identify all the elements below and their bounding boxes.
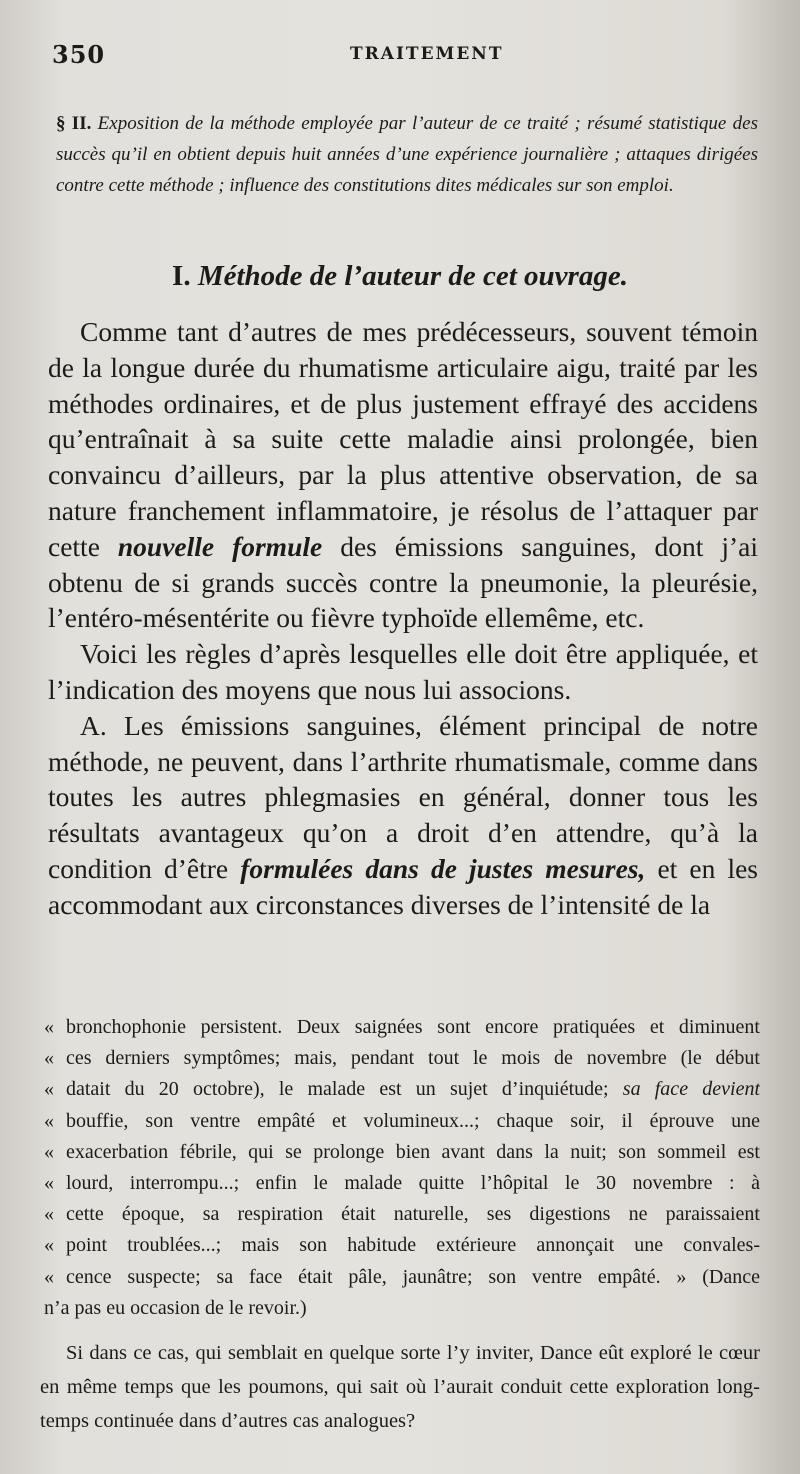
quote-line-text: lourd, interrompu...; enfin le malade quitte l’hôpital le 30 novembre : à [66, 1172, 760, 1195]
quote-line [44, 1262, 760, 1293]
quote-line-text: bouffie, son ventre empâté et volumineux...; chaque soir, il éprouve une [66, 1109, 760, 1132]
quote-mark: « [44, 1109, 54, 1132]
quote-line-text: cence suspecte; sa face était pâle, jaunâtre; son ventre empâté. » (Dance [66, 1265, 760, 1288]
closing-text: Si dans ce cas, qui semblait en quelque sorte l’y inviter, Dance eût exploré le cœur en même temps que les poumons, qui sait où l’aurait conduit cette exploration long-temps continuée dans d’autres cas analogues? [40, 1342, 760, 1432]
quote-line [44, 1293, 760, 1324]
quote-line [44, 1106, 760, 1137]
quote-mark: « [44, 1172, 54, 1195]
quote-line [44, 1137, 760, 1168]
quote-line [44, 1230, 760, 1261]
paragraph-1-text: Comme tant d’autres de mes prédécesseurs, souvent témoin de la longue durée du rhumatisme articulaire aigu, traité par les méthodes ordinaires, et de plus justement effrayé des accidens qu’entraînait à sa suite cette maladie ainsi prolongée, bien convaincu d’ailleurs, par la plus attentive observation, de sa nature franchement inflammatoire, je résolus de l’attaquer par cette [48, 316, 758, 562]
main-text [48, 314, 758, 923]
quote-line [44, 1168, 760, 1199]
quote-line-text [66, 1074, 760, 1105]
subheading-title: Méthode de l’auteur de cet ouvrage. [197, 260, 628, 292]
quote-mark: « [44, 1234, 54, 1257]
closing-paragraph [40, 1336, 760, 1438]
quote-mark: « [44, 1140, 54, 1163]
quote-line [44, 1074, 760, 1105]
quote-mark: « [44, 1203, 54, 1226]
quote-mark: « [44, 1265, 54, 1288]
quote-line-text: cette époque, sa respiration était naturelle, ses digestions ne paraissaient [66, 1203, 760, 1226]
page-header [52, 40, 760, 80]
quote-mark: « [44, 1016, 54, 1038]
section-label: § II. [56, 113, 92, 134]
quote-line [44, 1012, 760, 1043]
quote-mark: « [44, 1078, 54, 1101]
quote-line-text: exacerbation fébrile, qui se prolonge bien avant dans la nuit; son sommeil est [66, 1140, 760, 1163]
paragraph-3 [48, 708, 758, 923]
quote-line-3-emphasis: sa face devient [622, 1078, 760, 1101]
quote-mark: « [44, 1047, 54, 1070]
quote-line [44, 1199, 760, 1230]
paragraph-3-end: et en les accommodant aux circonstances diverses de l’intensité de la [48, 852, 759, 920]
quote-line-text: ces derniers symptômes; mais, pendant tout le mois de novembre (le début [66, 1047, 760, 1070]
quote-line-3-text: datait du 20 octobre), le malade est un sujet d’inquiétude; [66, 1078, 609, 1101]
quote-line-text: point troublées...; mais son habitude extérieure annonçait une convales- [66, 1234, 760, 1257]
paragraph-1-emphasis: nouvelle formule [117, 530, 323, 562]
paragraph-1-end: des émissions sanguines, dont j’ai obtenu de si grands succès contre la pneumonie, la pleurésie, l’entéro-mésentérite ou fièvre typhoïde ellemême, etc. [48, 530, 759, 634]
page-number: 350 [52, 40, 106, 69]
subheading [0, 260, 800, 293]
section-summary-text: Exposition de la méthode employée par l’auteur de ce traité ; résumé statistique des succès qu’il en obtient depuis huit années d’une expérience journalière ; attaques dirigées contre cette méthode ; influence des constitutions dites médicales sur son emploi. [56, 113, 759, 196]
quote-line-text: bronchophonie persistent. Deux saignées sont encore pratiquées et diminuent [66, 1016, 760, 1038]
paragraph-1 [48, 314, 758, 636]
quote-line-text: n’a pas eu occasion de le revoir.) [44, 1296, 307, 1319]
paragraph-2: Voici les règles d’après lesquelles elle doit être appliquée, et l’indication des moyens que nous lui associons. [48, 638, 758, 705]
running-title: TRAITEMENT [350, 44, 504, 64]
paragraph-3-text: A. Les émissions sanguines, élément principal de notre méthode, ne peuvent, dans l’arthrite rhumatismale, comme dans toutes les autres phlegmasies en général, donner tous les résultats avantageux qu’on a droit d’en attendre, qu’à la condition d’être [48, 709, 758, 884]
section-summary [56, 108, 758, 201]
subheading-number: I. [172, 260, 191, 292]
paragraph-3-emphasis: formulées dans de justes mesures, [240, 852, 646, 884]
quote-line [44, 1043, 760, 1074]
footnote-quote [44, 1012, 760, 1324]
